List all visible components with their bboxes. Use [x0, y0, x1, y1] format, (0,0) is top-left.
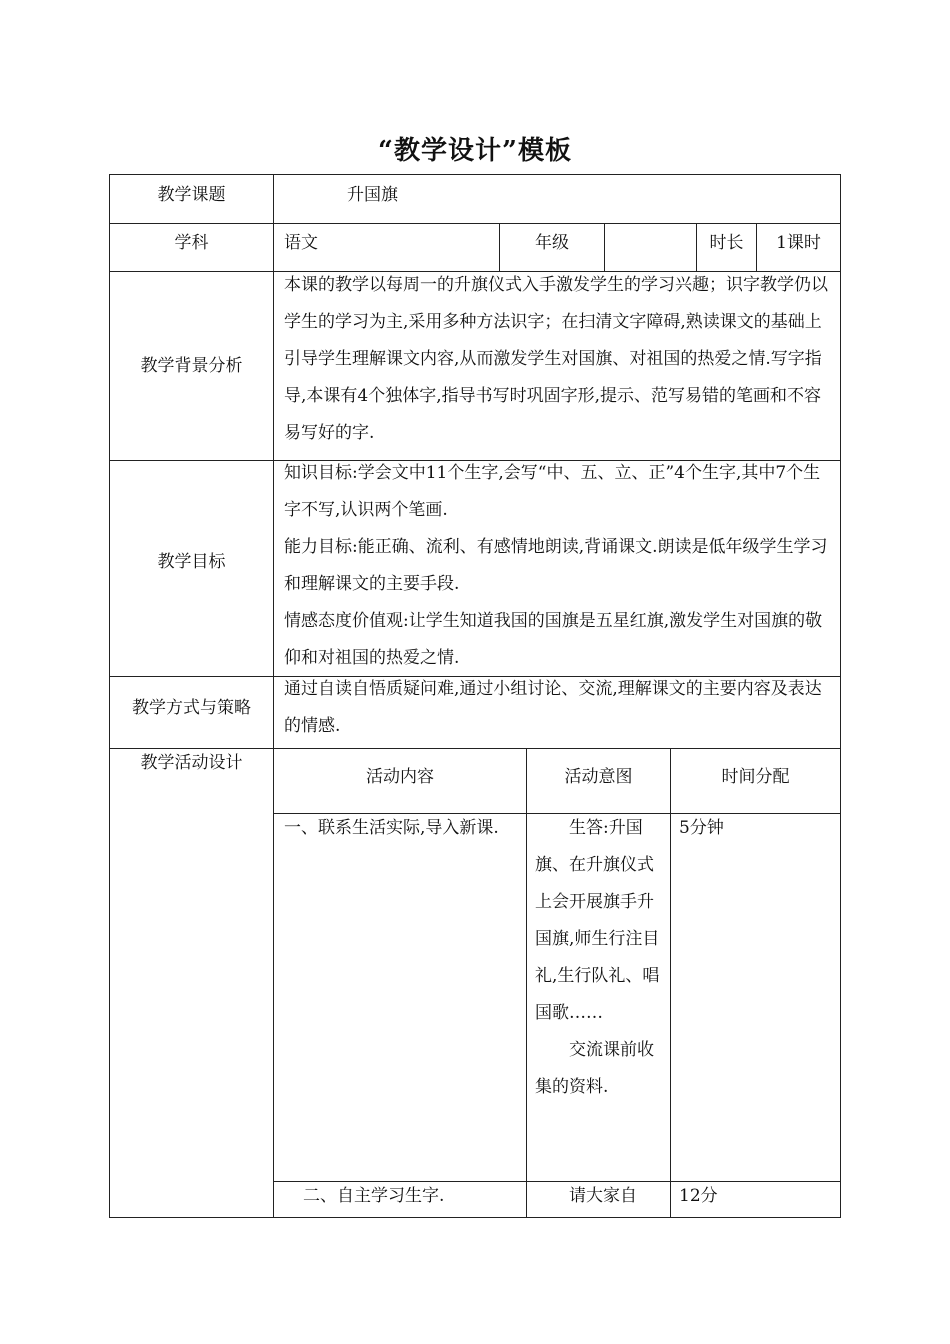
background-text: 本课的教学以每周一的升旗仪式入手激发学生的学习兴趣；识字教学仍以学生的学习为主,采用多种方法识字；在扫清文字障碍,熟读课文的基础上引导学生理解课文内容,从而激发学生对国旗、对祖国的热爱之情.写字指导,本课有4个独体字,指导书写时巩固字形,提示、范写易错的笔画和不容易写好的字. — [284, 275, 828, 443]
topic-value: 升国旗 — [347, 185, 398, 205]
activities-label: 教学活动设计 — [140, 753, 243, 773]
topic-label: 教学课题 — [157, 185, 226, 205]
activity-time: 12分 — [679, 1186, 718, 1206]
methods-text: 通过自读自悟质疑问难,通过小组讨论、交流,理解课文的主要内容及表达的情感. — [284, 679, 822, 736]
knowledge-goal: 知识目标:学会文中11个生字,会写“中、五、立、正”4个生字,其中7个生字不写,认识两个笔画. — [284, 463, 821, 520]
activity-content: 二、自主学习生字. — [303, 1186, 445, 1206]
ability-goal: 能力目标:能正确、流利、有感情地朗读,背诵课文.朗读是低年级学生学习和理解课文的主要手段. — [284, 537, 828, 594]
background-label: 教学背景分析 — [140, 356, 243, 376]
duration-label: 时长 — [709, 233, 744, 253]
activity-intent-paragraph: 交流课前收集的资料. — [535, 1040, 654, 1097]
emotion-goal: 情感态度价值观:让学生知道我国的国旗是五星红旗,激发学生对国旗的敬仰和对祖国的热爱之情. — [284, 611, 823, 668]
grade-value — [605, 224, 696, 271]
header-intent: 活动意图 — [564, 767, 633, 787]
page-title: “教学设计”模板 — [378, 136, 572, 166]
subject-value: 语文 — [284, 233, 318, 253]
methods-label: 教学方式与策略 — [132, 698, 251, 718]
goals-label: 教学目标 — [157, 552, 226, 572]
activity-intent — [535, 810, 662, 1106]
activity-intent: 请大家自 — [569, 1186, 637, 1206]
activity-time: 5分钟 — [679, 818, 724, 838]
header-content: 活动内容 — [366, 767, 434, 787]
activity-intent-paragraph: 生答:升国旗、在升旗仪式上会开展旗手升国旗,师生行注目礼,生行队礼、唱国歌…… — [535, 818, 660, 1023]
grade-label: 年级 — [535, 233, 569, 253]
header-time: 时间分配 — [721, 767, 790, 787]
goals-content — [284, 455, 832, 676]
subject-label: 学科 — [174, 233, 209, 253]
activity-content: 一、联系生活实际,导入新课. — [284, 818, 499, 838]
duration-value: 1课时 — [776, 233, 821, 253]
